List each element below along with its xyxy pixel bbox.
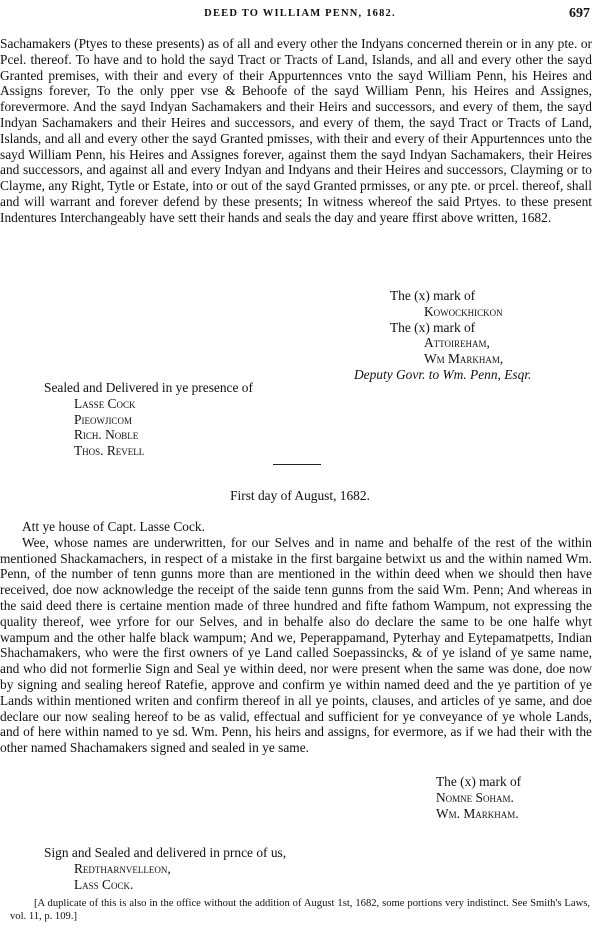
- witness-name: Redtharnvelleon,: [74, 860, 171, 876]
- signatory-name: Wm Markham,: [424, 351, 504, 367]
- witness-name: Lass Cock.: [74, 876, 134, 892]
- page-number: 697: [569, 6, 590, 21]
- section-divider: [273, 464, 321, 465]
- witness-label: Sign and Sealed and delivered in prnce of us,: [44, 845, 287, 860]
- paragraph-opening: Att ye house of Capt. Lasse Cock.: [22, 519, 205, 534]
- mark-line: The (x) mark of: [390, 288, 476, 303]
- witness-label: Sealed and Delivered in ye presence of: [44, 380, 253, 395]
- paragraph-body: Wee, whose names are underwritten, for our Selves and in name and behalfe of the rest of the within mentioned Shackamachers, in respect of a mistake in the first bargaine betwixt us and the within named Wm. Penn, of the number of tenn gunns more than are mentioned in the within deed when we should then have received, doe now acknowledge the receipt of the saide tenn gunns from the said Wm. Penn; And whereas in the said deed there is certaine mention made of three hundred and fifte fathom Wampum, not expressing the quality thereof, wee yrfore for our Selves, and in behalfe also do declare the same to be one halfe whyt wampum and the other halfe black wampum; And we, Peperappamand, Pyterhay and Eytepamatpetts, Indian Shachamakers, who were the first owners of ye Land called Soepassincks, & of ye island of ye same name, and who did not formerlie Sign and Seal ye within deed, nor were present when the same was done, doe now by signing and sealing hereof Ratefie, approve and confirm ye within named deed and the ye partition of ye Lands within mentioned writen and confirm thereof in all ye points, clauses, and articles of ye same, and doe declare our now sealing hereof to be as valid, effectual and sufficient for ye conveyance of ye whole Lands, and of here within named to ye sd. Wm. Penn, his heirs and assigns, for evermore, as if we had their with the other named Shachamakers signed and sealed in ye same.: [0, 534, 592, 756]
- signature-block-1: [354, 288, 531, 383]
- witness-name: Thos. Revell: [74, 443, 145, 459]
- confirmation-paragraph: [0, 519, 592, 756]
- deed-paragraph: Sachamakers (Ptyes to these presents) as of all and every other the Indyans concerned therein or in any pte. or Pcel. thereof. To have and to hold the sayd Tract or Tracts of Land, Islands, and all and every other the sayd Granted premises, with their and every of their Appurtennces vnto the sayd William Penn, his Heires and Assigns forever, To the only pper vse & Behoofe of the sayd William Penn, his Heires and Assignes, forevermore. And the sayd Indyan Sachamakers and their Heirs and successors, and every of them, the sayd Indyan Sachamakers and their Heires and successors, and every of them, the sayd Tract or Tracts of Land, Islands, and all and every other the sayd Granted pmisses, with their and every of their Appurtennces unto the sayd William Penn, his Heires and Assignes forever, against them the sayd Indyan Sachamakers, their Heires and successors, and against all and every Indyan and Indyans and their Heires and successors, Clayming or to Clayme, any Right, Tytle or Estate, into or out of the sayd Granted prmisses, or any pte. or prcel. thereof, shall and will warrant and forever defend by these presents; In witness whereof the said Prtyes. to these present Indentures Interchangeably have sett their hands and seals the day and yeare ffirst above written, 1682.: [0, 36, 592, 225]
- witness-name: Pieowjicom: [74, 411, 132, 427]
- witness-name: Rich. Noble: [74, 427, 139, 443]
- date-heading: First day of August, 1682.: [230, 488, 370, 503]
- witness-block-2: [44, 845, 286, 892]
- signatory-name: Attoireham,: [424, 335, 490, 351]
- signatory-title: Deputy Govr. to Wm. Penn, Esqr.: [354, 366, 532, 382]
- page-header: [0, 6, 600, 26]
- witness-name: Lasse Cock: [74, 395, 136, 411]
- witness-block-1: [44, 380, 253, 459]
- signatory-name: Kowockhickon: [424, 303, 503, 319]
- running-head: DEED TO WILLIAM PENN, 1682.: [204, 8, 396, 19]
- signatory-name: Nomne Soham.: [436, 789, 514, 805]
- signature-block-2: [436, 774, 521, 821]
- mark-line: The (x) mark of: [436, 774, 522, 789]
- footnote: [A duplicate of this is also in the office without the addition of August 1st, 1682, some portions very indistinct. See Smith's Laws, vol. 11, p. 109.]: [10, 898, 590, 922]
- signatory-name: Wm. Markham.: [436, 805, 519, 821]
- mark-line: The (x) mark of: [390, 319, 476, 335]
